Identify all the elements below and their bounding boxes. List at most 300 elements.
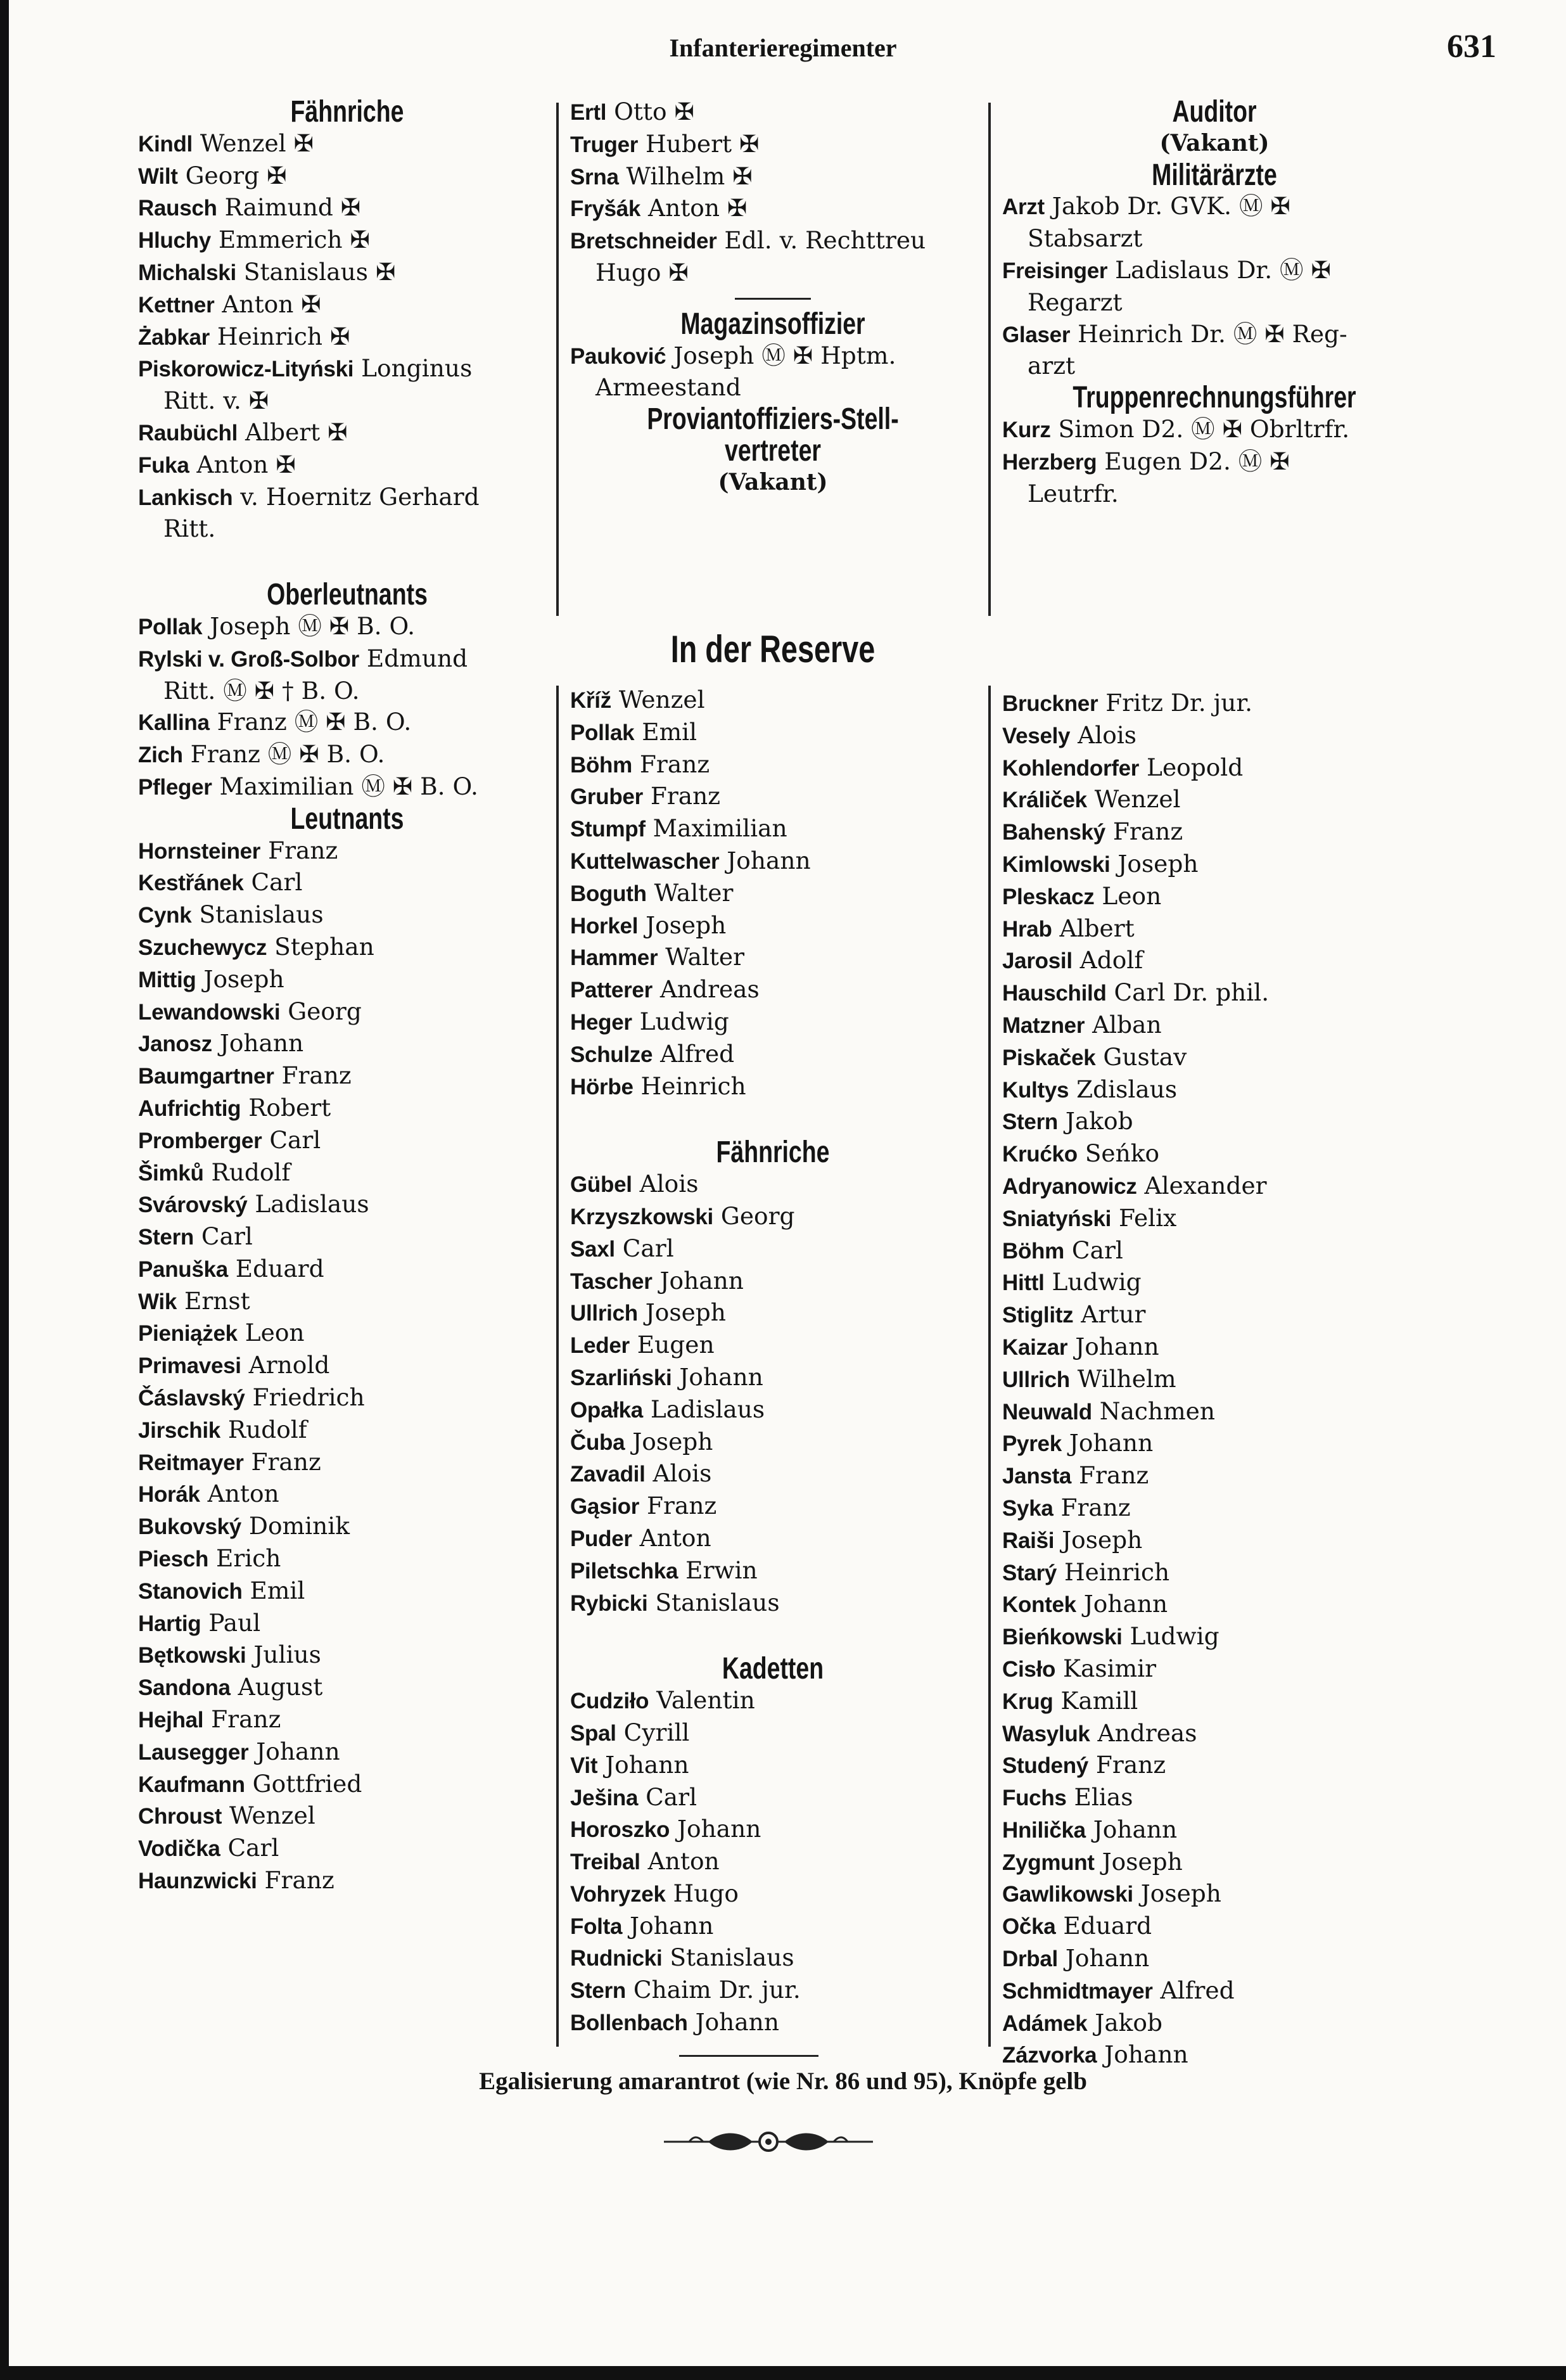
given-name-and-decorations: Johann	[695, 2008, 779, 2037]
roster-entry	[138, 899, 556, 931]
given-name-and-decorations: Joseph	[646, 911, 727, 939]
roster-entry	[1002, 1750, 1427, 1782]
roster-entry	[138, 707, 556, 739]
surname: Lankisch	[138, 485, 233, 510]
roster-entry	[1002, 688, 1427, 720]
roster-entry	[570, 1717, 976, 1750]
given-name-and-decorations: Wenzel	[618, 686, 705, 713]
surname: Gawlikowski	[1002, 1882, 1133, 1907]
roster-entry	[570, 1490, 976, 1523]
given-name-and-decorations: Jakob	[1095, 2008, 1162, 2037]
surname: Ullrich	[570, 1301, 638, 1326]
given-name-and-decorations: Maximilian Ⓜ ✠ B. O.	[219, 772, 478, 800]
given-name-and-decorations: Alois	[1078, 720, 1137, 749]
given-name-and-decorations: Alois	[652, 1459, 712, 1488]
surname: Horák	[138, 1482, 200, 1507]
surname: Kurz	[1002, 417, 1051, 442]
roster-entry	[1002, 1975, 1427, 2007]
roster-entry	[1002, 1910, 1427, 1943]
roster-entry	[138, 128, 556, 160]
roster-entry	[570, 1458, 976, 1490]
surname: Stern	[1002, 1110, 1058, 1135]
surname: Jansta	[1002, 1464, 1072, 1489]
surname: Sniatyński	[1002, 1206, 1112, 1231]
given-name-and-decorations: Georg	[720, 1201, 795, 1230]
vacancy-note: (Vakant)	[718, 468, 828, 496]
surname: Krućko	[1002, 1142, 1078, 1167]
surname: Bretschneider	[570, 229, 717, 254]
surname: Stumpf	[570, 817, 646, 842]
roster-entry	[570, 340, 976, 373]
surname: Syka	[1002, 1495, 1054, 1521]
surname: Kuttelwascher	[570, 848, 720, 874]
section-heading-kadetten: Kadetten	[722, 1652, 824, 1686]
surname: Zázvorka	[1002, 2043, 1097, 2068]
given-name-and-decorations: Carl	[201, 1222, 253, 1251]
surname: Hauschild	[1002, 981, 1107, 1006]
surname: Raiši	[1002, 1528, 1055, 1553]
roster-entry	[138, 1317, 556, 1350]
roster-entry	[138, 1414, 556, 1447]
given-name-and-decorations: Nachmen	[1099, 1397, 1215, 1425]
surname: Zich	[138, 743, 183, 768]
roster-entry	[1002, 255, 1427, 287]
surname: Saxl	[570, 1236, 615, 1262]
roster-entry	[1002, 1814, 1427, 1846]
given-name-and-decorations: Rudolf	[211, 1158, 291, 1186]
roster-entry	[1002, 1718, 1427, 1750]
surname: Piesch	[138, 1547, 209, 1572]
roster-entry	[570, 161, 976, 193]
given-name-and-decorations: Adolf	[1079, 946, 1143, 975]
surname: Kallina	[138, 710, 210, 736]
given-name-and-decorations: Emmerich ✠	[218, 226, 370, 254]
roster-entry	[570, 974, 976, 1006]
surname: Horkel	[570, 913, 639, 938]
roster-entry	[138, 1092, 556, 1125]
roster-entry	[138, 353, 556, 385]
given-name-and-decorations: Anton	[647, 1847, 720, 1876]
roster-entry	[1002, 446, 1427, 478]
given-name-and-decorations: Ladislaus	[255, 1190, 369, 1219]
surname: Čuba	[570, 1430, 625, 1455]
surname: Gruber	[570, 784, 643, 810]
surname: Vohryzek	[570, 1881, 666, 1907]
column-rule-left-bottom	[556, 686, 559, 2047]
surname: Čáslavský	[138, 1386, 245, 1411]
surname: Spal	[570, 1720, 616, 1746]
surname: Horoszko	[570, 1817, 670, 1843]
column-middle-bottom	[570, 684, 976, 2039]
section-heading-fahnriche: Fähnriche	[290, 95, 404, 129]
given-name-and-decorations: Franz	[1095, 1751, 1166, 1779]
given-name-and-decorations: Alfred	[660, 1039, 735, 1068]
surname: Żabkar	[138, 324, 210, 350]
surname: Stanovich	[138, 1578, 243, 1604]
surname: Krug	[1002, 1689, 1054, 1714]
given-name-and-decorations: Emil	[642, 717, 697, 746]
given-name-and-decorations: Joseph	[203, 964, 284, 993]
roster-entry	[570, 1201, 976, 1233]
entry-continuation: Ritt. v. ✠	[163, 387, 269, 415]
surname: Mittig	[138, 967, 196, 992]
roster-entry	[1002, 1428, 1427, 1460]
surname: Drbal	[1002, 1947, 1058, 1972]
surname: Reitmayer	[138, 1450, 244, 1475]
surname: Kaizar	[1002, 1334, 1068, 1360]
roster-entry	[138, 1221, 556, 1253]
section-heading-reserve: In der Reserve	[670, 628, 875, 670]
roster-entry	[138, 1157, 556, 1189]
given-name-and-decorations: Emil	[250, 1576, 305, 1604]
given-name-and-decorations: Joseph	[1140, 1879, 1221, 1908]
running-header: Infanterieregimenter	[669, 34, 897, 62]
surname: Pleskacz	[1002, 884, 1095, 909]
surname: Vit	[570, 1753, 598, 1778]
roster-entry	[1002, 2007, 1427, 2040]
section-heading-auditor: Auditor	[1172, 95, 1257, 129]
roster-entry	[1002, 1621, 1427, 1653]
given-name-and-decorations: Gustav	[1103, 1042, 1187, 1071]
surname: Böhm	[1002, 1238, 1064, 1264]
surname: Pollak	[570, 720, 635, 745]
surname: Promberger	[138, 1128, 262, 1153]
surname: Rudnicki	[570, 1946, 663, 1971]
surname: Leder	[570, 1333, 630, 1359]
given-name-and-decorations: Erwin	[685, 1556, 758, 1584]
roster-entry	[138, 289, 556, 321]
given-name-and-decorations: Johann	[1069, 1429, 1154, 1457]
given-name-and-decorations: Johann	[1075, 1332, 1159, 1360]
surname: Jarosil	[1002, 949, 1073, 974]
surname: Piskorowicz-Lityński	[138, 357, 354, 382]
spacer	[570, 1619, 976, 1653]
given-name-and-decorations: August	[238, 1673, 323, 1701]
given-name-and-decorations: Andreas	[1097, 1718, 1197, 1747]
given-name-and-decorations: Jakob	[1065, 1107, 1133, 1136]
roster-entry	[1002, 1267, 1427, 1299]
given-name-and-decorations: Franz	[639, 750, 710, 778]
entry-continuation: Regarzt	[1028, 288, 1123, 316]
given-name-and-decorations: Joseph	[1117, 849, 1199, 878]
roster-entry	[138, 1447, 556, 1479]
surname: Rybicki	[570, 1590, 648, 1616]
given-name-and-decorations: Carl	[269, 1125, 321, 1154]
roster-entry	[138, 739, 556, 771]
surname: Bollenbach	[570, 2011, 688, 2036]
roster-entry	[1002, 1074, 1427, 1106]
given-name-and-decorations: Maximilian	[652, 814, 787, 843]
given-name-and-decorations: Wenzel	[1094, 785, 1181, 814]
roster-entry	[570, 942, 976, 974]
roster-entry	[570, 1782, 976, 1814]
roster-entry	[138, 1125, 556, 1157]
given-name-and-decorations: Carl Dr. phil.	[1114, 978, 1270, 1007]
entry-continuation: arzt	[1028, 352, 1076, 380]
given-name-and-decorations: Andreas	[659, 975, 760, 1004]
given-name-and-decorations: Friedrich	[252, 1383, 365, 1412]
given-name-and-decorations: Carl	[622, 1234, 674, 1262]
surname: Kimlowski	[1002, 852, 1111, 877]
given-name-and-decorations: Anton	[639, 1523, 711, 1552]
surname: Szarliński	[570, 1365, 672, 1390]
roster-entry	[1002, 945, 1427, 977]
roster-entry	[138, 1253, 556, 1286]
roster-entry	[570, 1878, 976, 1910]
roster-entry	[138, 1478, 556, 1511]
given-name-and-decorations: Heinrich ✠	[217, 322, 350, 350]
surname: Treibal	[570, 1850, 640, 1875]
given-name-and-decorations: Joseph	[632, 1427, 713, 1456]
given-name-and-decorations: Hubert ✠	[646, 129, 760, 158]
roster-entry	[138, 224, 556, 257]
roster-entry	[138, 931, 556, 964]
roster-entry	[1002, 1846, 1427, 1879]
roster-entry	[1002, 977, 1427, 1009]
surname: Ertl	[570, 100, 607, 125]
section-heading-vertreter: vertreter	[725, 433, 821, 468]
roster-entry	[138, 1833, 556, 1865]
roster-entry	[138, 1543, 556, 1575]
section-heading-truppenrechnungsfuhrer: Truppenrechnungsführer	[1073, 381, 1356, 415]
entry-continuation: Ritt. Ⓜ ✠ † B. O.	[163, 676, 360, 705]
roster-entry	[570, 1750, 976, 1782]
surname: Srna	[570, 164, 619, 189]
roster-entry	[138, 1865, 556, 1897]
entry-continuation: Hugo ✠	[595, 258, 689, 286]
given-name-and-decorations: Heinrich	[1064, 1558, 1170, 1586]
given-name-and-decorations: Alexander	[1144, 1171, 1267, 1200]
surname: Pollak	[138, 614, 203, 639]
surname: Puder	[570, 1526, 632, 1551]
surname: Šimků	[138, 1160, 204, 1186]
column-rule-right-bottom	[988, 686, 991, 2047]
roster-entry	[138, 1575, 556, 1608]
roster-entry	[570, 129, 976, 161]
surname: Lausegger	[138, 1739, 249, 1765]
given-name-and-decorations: Johann	[1065, 1944, 1150, 1973]
roster-entry	[1002, 1106, 1427, 1138]
given-name-and-decorations: Kasimir	[1063, 1654, 1157, 1682]
roster-entry	[1002, 848, 1427, 881]
entry-continuation: Leutrfr.	[1028, 479, 1119, 508]
roster-entry	[1002, 1170, 1427, 1203]
surname: Kettner	[138, 292, 215, 317]
surname: Piskaček	[1002, 1045, 1096, 1070]
surname: Wik	[138, 1289, 177, 1314]
given-name-and-decorations: Walter	[654, 878, 734, 907]
roster-entry	[138, 1736, 556, 1769]
given-name-and-decorations: Johann	[679, 1362, 763, 1391]
roster-entry	[138, 482, 556, 514]
roster-entry	[138, 1704, 556, 1736]
roster-entry	[570, 1006, 976, 1039]
roster-entry	[1002, 1396, 1427, 1428]
surname: Cudziło	[570, 1689, 649, 1714]
roster-entry	[138, 192, 556, 224]
surname: Neuwald	[1002, 1399, 1092, 1424]
surname: Wilt	[138, 163, 178, 189]
given-name-and-decorations: Joseph	[1062, 1525, 1143, 1554]
entry-continuation: Stabsarzt	[1028, 224, 1143, 253]
surname: Studený	[1002, 1753, 1088, 1779]
given-name-and-decorations: Edl. v. Rechttreu	[724, 226, 926, 255]
roster-entry	[570, 1910, 976, 1943]
roster-entry	[138, 1060, 556, 1092]
surname: Kontek	[1002, 1592, 1076, 1618]
roster-entry	[570, 717, 976, 749]
surname: Fuchs	[1002, 1786, 1067, 1811]
entry-continuation: Ritt.	[163, 515, 216, 543]
given-name-and-decorations: Franz	[1060, 1493, 1131, 1521]
given-name-and-decorations: Johann	[630, 1911, 714, 1940]
roster-entry	[138, 1286, 556, 1318]
roster-entry	[138, 771, 556, 803]
roster-entry	[570, 96, 976, 129]
surname: Böhm	[570, 752, 632, 777]
surname: Zavadil	[570, 1462, 646, 1487]
page-number: 631	[1447, 29, 1496, 65]
roster-entry	[1002, 913, 1427, 945]
given-name-and-decorations: Alfred	[1160, 1976, 1235, 2004]
given-name-and-decorations: Johann	[727, 846, 811, 874]
surname: Fuka	[138, 452, 189, 478]
surname: Fryšák	[570, 196, 641, 222]
surname: Raubüchl	[138, 420, 238, 445]
given-name-and-decorations: Anton	[207, 1480, 279, 1508]
roster-entry	[570, 910, 976, 942]
surname: Kohlendorfer	[1002, 755, 1140, 781]
roster-entry	[138, 867, 556, 899]
given-name-and-decorations: Leon	[245, 1319, 305, 1347]
roster-entry	[1002, 414, 1427, 446]
roster-entry	[570, 1846, 976, 1878]
given-name-and-decorations: Artur	[1081, 1300, 1146, 1329]
given-name-and-decorations: Anton ✠	[222, 290, 321, 318]
surname: Zygmunt	[1002, 1850, 1095, 1875]
surname: Hornsteiner	[138, 838, 261, 864]
given-name-and-decorations: Georg ✠	[185, 161, 287, 189]
roster-entry	[138, 964, 556, 996]
given-name-and-decorations: Georg	[288, 997, 362, 1025]
roster-entry	[1002, 191, 1427, 223]
given-name-and-decorations: Eduard	[1063, 1912, 1152, 1940]
given-name-and-decorations: Rudolf	[227, 1415, 307, 1443]
surname: Cisło	[1002, 1656, 1056, 1682]
roster-entry	[570, 684, 976, 717]
given-name-and-decorations: Joseph Ⓜ ✠ Hptm.	[673, 341, 896, 369]
given-name-and-decorations: Cyrill	[623, 1718, 690, 1746]
roster-entry	[570, 1329, 976, 1362]
given-name-and-decorations: Stephan	[274, 932, 374, 961]
roster-entry	[1002, 1525, 1427, 1557]
surname: Gąsior	[570, 1494, 640, 1519]
surname: Schmidtmayer	[1002, 1978, 1153, 2004]
surname: Adryanowicz	[1002, 1174, 1137, 1199]
column-rule-left-top	[556, 103, 559, 616]
roster-entry	[138, 417, 556, 449]
surname: Hluchy	[138, 228, 211, 253]
given-name-and-decorations: Joseph Ⓜ ✠ B. O.	[210, 611, 415, 640]
column-rule-right-top	[988, 103, 991, 616]
given-name-and-decorations: Franz Ⓜ ✠ B. O.	[190, 740, 385, 769]
section-heading-leutnants: Leutnants	[290, 802, 404, 836]
given-name-and-decorations: Jakob Dr. GVK. Ⓜ ✠	[1052, 192, 1290, 221]
surname: Bieńkowski	[1002, 1625, 1123, 1650]
roster-entry	[1002, 1042, 1427, 1074]
surname: Hörbe	[570, 1074, 633, 1099]
footer-rule	[679, 2055, 818, 2057]
roster-entry	[570, 1394, 976, 1426]
given-name-and-decorations: Ernst	[184, 1286, 250, 1315]
roster-entry	[138, 1672, 556, 1704]
surname: Hartig	[138, 1611, 201, 1636]
surname: Pfleger	[138, 774, 212, 800]
given-name-and-decorations: Edmund	[366, 644, 468, 672]
roster-entry	[570, 1555, 976, 1587]
roster-entry	[138, 1769, 556, 1801]
given-name-and-decorations: Johann	[605, 1750, 689, 1779]
given-name-and-decorations: Heinrich	[640, 1072, 746, 1100]
given-name-and-decorations: Valentin	[656, 1686, 755, 1715]
surname: Aufrichtig	[138, 1096, 241, 1121]
roster-entry	[138, 1350, 556, 1382]
surname: Wasyluk	[1002, 1721, 1090, 1746]
surname: Truger	[570, 132, 639, 157]
given-name-and-decorations: Walter	[665, 943, 745, 971]
surname: Schulze	[570, 1042, 653, 1067]
surname: Janosz	[138, 1032, 212, 1057]
given-name-and-decorations: Albert	[1059, 914, 1135, 942]
given-name-and-decorations: Leopold	[1147, 753, 1244, 781]
given-name-and-decorations: Hugo	[673, 1879, 739, 1907]
surname: Svárovský	[138, 1193, 248, 1218]
roster-entry	[1002, 1203, 1427, 1235]
roster-entry	[1002, 1138, 1427, 1170]
section-heading-militararzte: Militärärzte	[1152, 158, 1277, 192]
surname: Patterer	[570, 978, 652, 1003]
roster-entry	[570, 749, 976, 781]
roster-entry	[1002, 1299, 1427, 1331]
roster-entry	[138, 321, 556, 354]
roster-entry	[1002, 1589, 1427, 1621]
surname: Folta	[570, 1914, 623, 1939]
surname: Chroust	[138, 1804, 222, 1829]
roster-entry	[138, 1189, 556, 1221]
roster-entry	[570, 1587, 976, 1620]
surname: Hrab	[1002, 916, 1052, 942]
roster-entry	[1002, 720, 1427, 752]
surname: Kultys	[1002, 1077, 1069, 1103]
roster-entry	[138, 1608, 556, 1640]
given-name-and-decorations: Seńko	[1085, 1139, 1160, 1168]
surname: Primavesi	[138, 1353, 241, 1379]
given-name-and-decorations: Wenzel	[229, 1801, 315, 1830]
given-name-and-decorations: Simon D2. Ⓜ ✠ Obrltrfr.	[1058, 414, 1350, 443]
roster-entry	[570, 1039, 976, 1071]
surname: Krzyszkowski	[570, 1204, 713, 1229]
column-left	[138, 96, 556, 1897]
roster-entry	[570, 781, 976, 813]
column-right-top	[1002, 96, 1427, 509]
roster-entry	[570, 878, 976, 910]
given-name-and-decorations: Elias	[1074, 1783, 1133, 1812]
given-name-and-decorations: Gottfried	[252, 1769, 362, 1798]
surname: Haunzwicki	[138, 1869, 257, 1894]
surname: Bukovský	[138, 1514, 241, 1540]
given-name-and-decorations: Ladislaus Dr. Ⓜ ✠	[1115, 255, 1331, 284]
given-name-and-decorations: Johann	[677, 1815, 761, 1843]
